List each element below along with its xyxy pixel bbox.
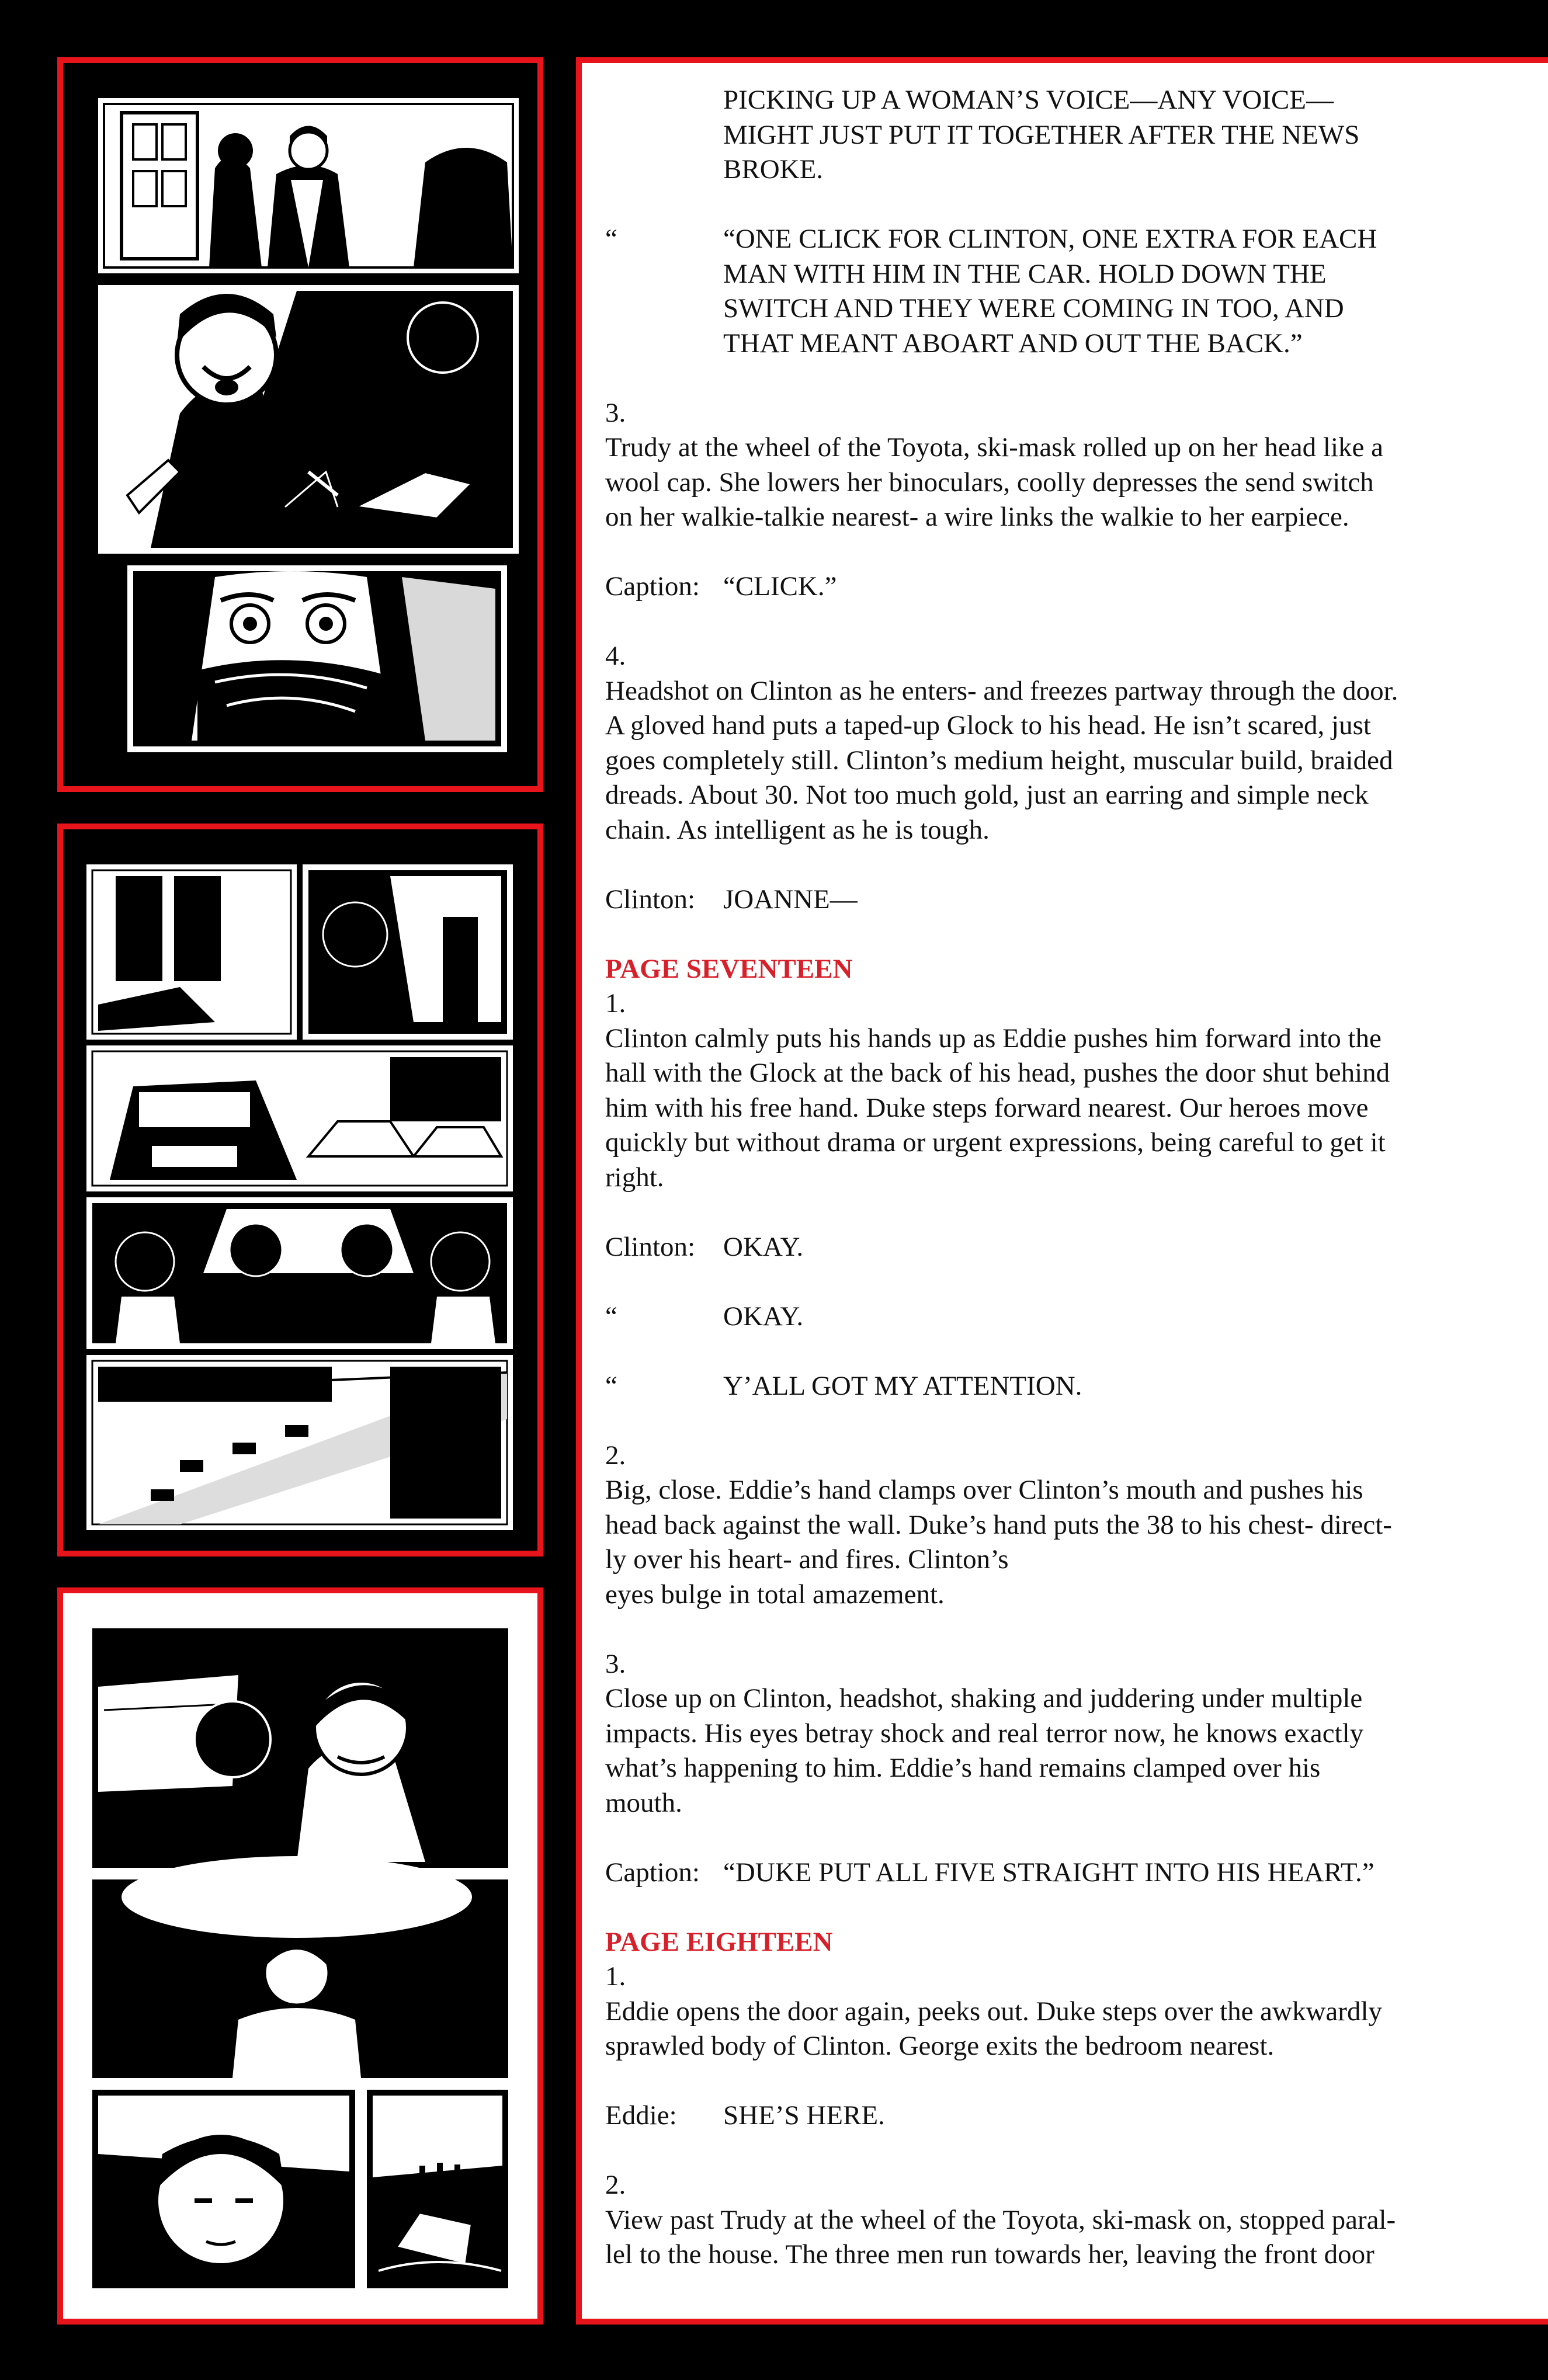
dialogue-text: “CLICK.” [723,571,837,602]
panel-description: Eddie opens the door again, peeks out. Duke steps over the awkwardly sprawled body of Clinton. George exits the bedroom nearest. [605,1996,1382,2061]
panel-man-gasping [98,285,519,554]
dialogue-line [605,1300,1476,1335]
speaker-label: “ [605,224,617,254]
dialogue-line [605,569,1476,604]
panel-street-aerial-view [86,1355,513,1530]
panel-hand-over-mouth-closeup [127,565,507,752]
dialogue-text: Y’ALL GOT MY ATTENTION. [723,1370,1082,1401]
dialogue-line [605,2098,1476,2134]
panel-number: 2. [605,1440,626,1471]
dialogue-text: OKAY. [723,1301,804,1332]
art-thumbnail-page-3[interactable] [57,1587,543,2325]
dialogue-text: SHE’S HERE. [723,2100,885,2131]
panel-number: 4. [605,641,626,671]
panel-number: 1. [605,988,626,1019]
panel-number: 3. [605,1648,626,1679]
art-thumbnail-page-1[interactable] [57,57,543,792]
panel-number: 3. [605,397,626,428]
art-page-3-drawing [63,1593,537,2319]
art-page-2-drawing [63,829,537,1551]
panel-masked-men-in-car [86,1197,513,1349]
panel-man-portrait [92,2090,355,2288]
dialogue-text: “DUKE PUT ALL FIVE STRAIGHT INTO HIS HEART.” [723,1857,1375,1888]
dialogue-line: PICKING UP A WOMAN’S VOICE—ANY VOICE— MIGHT JUST PUT IT TOGETHER AFTER THE NEWS BROKE. [723,85,1360,185]
panel-number: 2. [605,2170,626,2200]
speaker-label: Caption: [605,571,700,602]
script-text [605,83,1476,2273]
dialogue-text: JOANNE— [723,884,858,915]
panel-description: Close up on Clinton, headshot, shaking and juddering under multiple impacts. His eyes betray shock and real terror now, he knows exactly what’s happening to him. Eddie’s hand remains clamped over his mouth. [605,1683,1364,1818]
dialogue-text: OKAY. [723,1231,804,1262]
panel-two-men-in-car [92,1628,508,1868]
speaker-label: “ [605,1370,617,1401]
panel-description: Headshot on Clinton as he enters- and freezes partway through the door. A gloved hand puts a taped-up Glock to his head. He isn’t scared, just goes completely still. Clinton’s medium height, muscular build, braided dreads. About 30. Not too much gold, just an earring and simple neck chain. As intelligent as he is tough. [605,675,1398,845]
panel-gunman-at-door [98,98,519,273]
panel-car-sinking-in-water [367,2090,508,2288]
speaker-label: Clinton: [605,1231,696,1262]
panel-description: Big, close. Eddie’s hand clamps over Clinton’s mouth and pushes his head back against the wall. Duke’s hand puts the 38 to his chest- direct- ly over his heart- and fires. Clinton’s eyes bulge in total amazement. [605,1475,1392,1610]
dialogue-line [605,1856,1476,1891]
speaker-label: Eddie: [605,2100,677,2131]
page-eighteen-heading: PAGE EIGHTEEN [605,1926,833,1957]
dialogue-line [605,222,1476,361]
dialogue-text: “ONE CLICK FOR CLINTON, ONE EXTRA FOR EACH MAN WITH HIM IN THE CAR. HOLD DOWN THE SWITCH AND THEY WERE COMING IN TOO, AND THAT MEANT ABOART AND OUT THE BACK.” [723,224,1377,359]
dialogue-line [605,1230,1476,1265]
dialogue-line [605,1369,1476,1404]
speaker-label: Caption: [605,1857,700,1888]
script-page [576,57,1548,2325]
panel-description: View past Trudy at the wheel of the Toyota, ski-mask on, stopped paral- lel to the house. The three men run towards her, leaving the front door [605,2204,1396,2270]
panel-description: Clinton calmly puts his hands up as Eddie pushes him forward into the hall with the Glock at the back of his head, pushes the door shut behind him with his free hand. Duke steps forward nearest. Our heroes move quickly but without drama or urgent expressions, being careful to get it right. [605,1023,1390,1193]
speaker-label: “ [605,1301,617,1332]
dialogue-line [605,882,1476,918]
art-thumbnail-page-2[interactable] [57,824,543,1556]
art-page-1-drawing [63,63,537,786]
panel-car-parked-street [86,1045,513,1191]
page-seventeen-heading: PAGE SEVENTEEN [605,953,853,984]
panel-man-under-streetlight [92,1856,508,2078]
panel-description: Trudy at the wheel of the Toyota, ski-mask rolled up on her head like a wool cap. She lowers her binoculars, coolly depresses the send switch on her walkie-talkie nearest- a wire links the walkie to her earpiece. [605,432,1383,532]
speaker-label: Clinton: [605,884,696,915]
panel-number: 1. [605,1961,626,1992]
